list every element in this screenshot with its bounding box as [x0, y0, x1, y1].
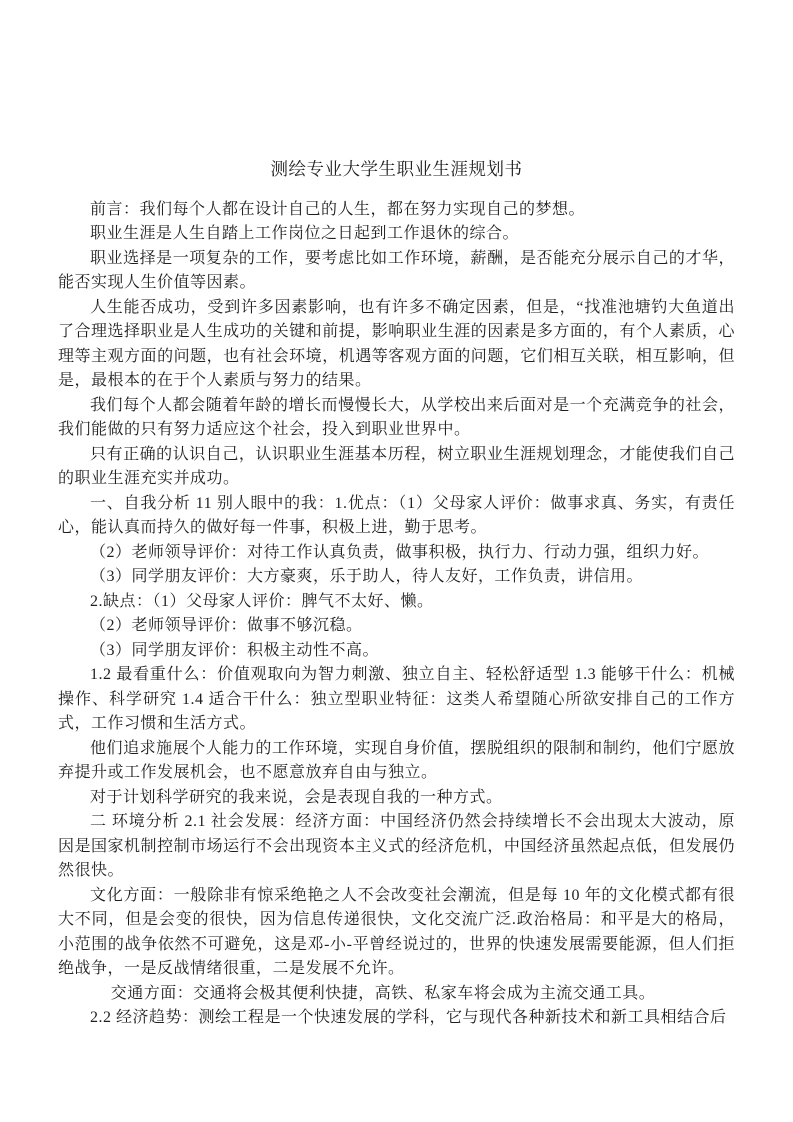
document-body	[58, 198, 735, 1031]
paragraph-environment-analysis: 二 环境分析 2.1 社会发展：经济方面：中国经济仍然会持续增长不会出现太大波动，原因是国家机制控制市场运行不会出现资本主义式的经济危机，中国经济虽然起点低，但发展仍然很快。	[58, 813, 735, 879]
paragraph: 文化方面：一般除非有惊采绝艳之人不会改变社会潮流，但是每 10 年的文化模式都有很大不同，但是会变的很快，因为信息传递很快，文化交流广泛.政治格局：和平是大的格局，小范围的战争依然不可避免，这是邓-小-平曾经说过的，世界的快速发展需要能源，但人们拒绝战争，一是反战情绪很重，二是发展不允许。	[58, 886, 735, 977]
paragraph: 我们每个人都会随着年龄的增长而慢慢长大，从学校出来后面对是一个充满竞争的社会，我们能做的只有努力适应这个社会，投入到职业世界中。	[58, 396, 735, 438]
paragraph-economic-trend: 2.2 经济趋势：测绘工程是一个快速发展的学科，它与现代各种新技术和新工具相结合后	[90, 1009, 727, 1026]
paragraph: 对于计划科学研究的我来说，会是表现自我的一种方式。	[90, 788, 503, 806]
paragraph-transport: 交通方面：交通将会极其便利快捷，高铁、私家车将会成为主流交通工具。	[110, 984, 656, 1002]
paragraph: 只有正确的认识自己，认识职业生涯基本历程，树立职业生涯规划理念，才能使我们自己的职业生涯充实并成功。	[58, 445, 735, 487]
paragraph: 职业选择是一项复杂的工作，要考虑比如工作环境，薪酬，是否能充分展示自己的才华，能否实现人生价值等因素。	[58, 249, 735, 291]
paragraph: 人生能否成功，受到许多因素影响，也有许多不确定因素，但是，“找准池塘钓大鱼道出了合理选择职业是人生成功的关键和前提，影响职业生涯的因素是多方面的，有个人素质，心理等主观方面的问题，也有社会环境，机遇等客观方面的问题，它们相互关联，相互影响，但是，最根本的在于个人素质与努力的结果。	[58, 298, 735, 389]
paragraph: （3）同学朋友评价：大方豪爽，乐于助人，待人友好，工作负责，讲信用。	[90, 568, 644, 585]
paragraph: 职业生涯是人生自踏上工作岗位之日起到工作退休的综合。	[90, 225, 520, 242]
paragraph-self-analysis: 一、自我分析 11 别人眼中的我：1.优点：（1）父母家人评价：做事求真、务实，有责任心，能认真而持久的做好每一件事，积极上进，勤于思考。	[58, 494, 735, 536]
paragraph-preface: 前言：我们每个人都在设计自己的人生，都在努力实现自己的梦想。	[90, 200, 586, 218]
document-title: 测绘专业大学生职业生涯规划书	[270, 159, 523, 179]
paragraph: 1.2 最看重什么：价值观取向为智力刺激、独立自主、轻松舒适型 1.3 能够干什么：机械操作、科学研究 1.4 适合干什么：独立型职业特征：这类人希望随心所欲安排自己的工作方式，工作习惯和生活方式。	[58, 666, 735, 732]
paragraph: （2）老师领导评价：做事不够沉稳。	[90, 617, 363, 634]
paragraph: （3）同学朋友评价：积极主动性不高。	[90, 641, 380, 659]
paragraph: 他们追求施展个人能力的工作环境，实现自身价值，摆脱组织的限制和制约，他们宁愿放弃提升或工作发展机会，也不愿意放弃自由与独立。	[58, 739, 735, 781]
paragraph: （2）老师领导评价：对待工作认真负责，做事积极，执行力、行动力强，组织力好。	[90, 543, 710, 561]
paragraph: 2.缺点：（1）父母家人评价：脾气不太好、懒。	[90, 592, 434, 610]
